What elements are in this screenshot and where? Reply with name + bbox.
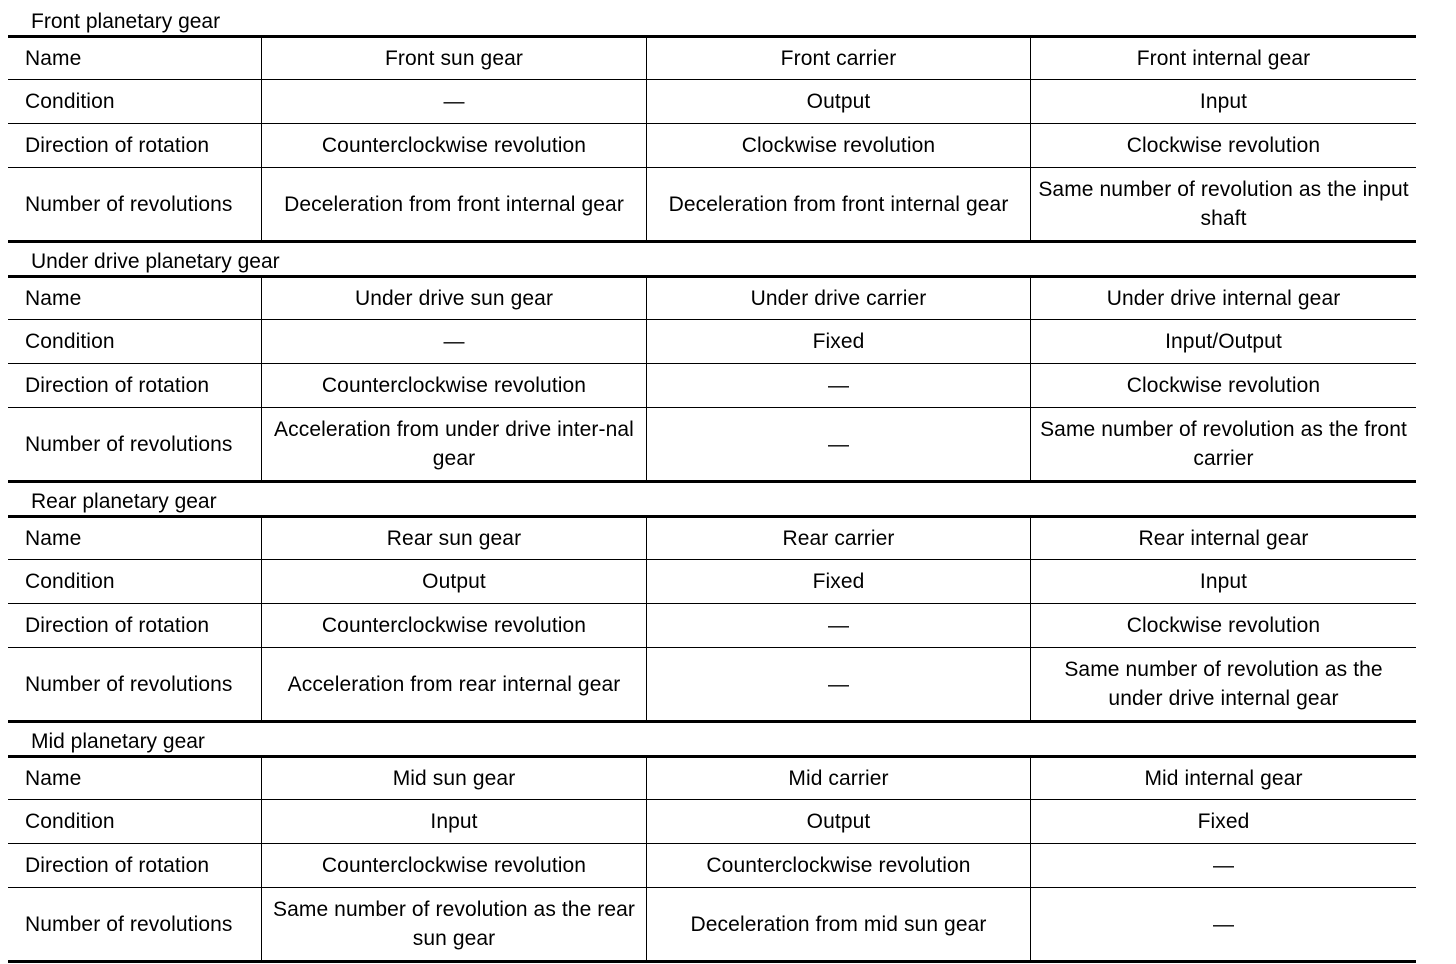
table-cell: Acceleration from rear internal gear	[287, 672, 621, 696]
table-cell: Under drive sun gear	[354, 287, 554, 310]
row-label: Name	[25, 47, 82, 70]
table-cell: Counterclockwise revolution	[321, 854, 587, 877]
row-label: Direction of rotation	[25, 854, 210, 877]
table-cell: —	[443, 330, 465, 353]
row-label: Name	[25, 527, 82, 550]
table-cell: Output	[806, 810, 871, 833]
row-label: Number of revolutions	[25, 912, 233, 936]
table-bottom-rule	[8, 960, 1416, 963]
table-cell: Same number of revolution as the input shaft	[1038, 178, 1409, 230]
table-cell: —	[443, 90, 465, 113]
column-divider	[646, 278, 647, 480]
table-cell: Counterclockwise revolution	[321, 614, 587, 637]
table-cell: —	[827, 374, 850, 397]
table-cell: —	[827, 432, 850, 456]
table-cell: Front carrier	[780, 47, 897, 70]
table-cell: Counterclockwise revolution	[321, 374, 587, 397]
table-bottom-rule	[8, 720, 1416, 723]
section-title: Rear planetary gear	[31, 490, 217, 513]
section-title: Under drive planetary gear	[31, 250, 280, 273]
table-cell: Clockwise revolution	[1126, 614, 1321, 637]
table-cell: Deceleration from front internal gear	[284, 192, 624, 216]
row-label: Number of revolutions	[25, 672, 233, 696]
table-cell: Counterclockwise revolution	[706, 854, 971, 877]
column-divider	[646, 758, 647, 960]
table-cell: Front sun gear	[385, 47, 523, 70]
table-cell: Same number of revolution as the rear sun gear	[272, 898, 636, 950]
table-cell: Output	[806, 90, 871, 113]
column-divider	[261, 518, 262, 720]
table-cell: Under drive internal gear	[1106, 287, 1341, 310]
section-title: Front planetary gear	[31, 10, 221, 33]
table-cell: Mid internal gear	[1144, 767, 1303, 790]
table-cell: Output	[422, 570, 486, 593]
table-cell: Same number of revolution as the under drive internal gear	[1064, 658, 1383, 710]
column-divider	[1030, 38, 1031, 240]
column-divider	[646, 38, 647, 240]
column-divider	[261, 38, 262, 240]
column-divider	[261, 758, 262, 960]
table-cell: Counterclockwise revolution	[321, 134, 587, 157]
row-label: Number of revolutions	[25, 432, 233, 456]
table-cell: Front internal gear	[1136, 47, 1311, 70]
row-label: Condition	[25, 330, 115, 353]
table-cell: —	[1212, 854, 1235, 877]
table-cell: Fixed	[1197, 810, 1250, 833]
row-label: Name	[25, 767, 82, 790]
row-label: Name	[25, 287, 82, 310]
column-divider	[1030, 278, 1031, 480]
row-label: Direction of rotation	[25, 614, 210, 637]
table-cell: Rear internal gear	[1138, 527, 1309, 550]
row-label: Condition	[25, 810, 115, 833]
table-cell: Clockwise revolution	[1126, 374, 1321, 397]
row-label: Direction of rotation	[25, 374, 210, 397]
table-cell: Input/Output	[1165, 330, 1282, 353]
column-divider	[261, 278, 262, 480]
table-cell: Clockwise revolution	[741, 134, 936, 157]
table-cell: —	[1212, 912, 1235, 936]
row-label: Condition	[25, 570, 115, 593]
row-label: Condition	[25, 90, 115, 113]
table-cell: Fixed	[812, 330, 865, 353]
table-cell: Deceleration from mid sun gear	[690, 912, 987, 936]
table-cell: Input	[1199, 570, 1248, 593]
table-cell: Input	[430, 810, 478, 833]
column-divider	[646, 518, 647, 720]
table-cell: Input	[1199, 90, 1248, 113]
table-cell: Acceleration from under drive inter-nal gear	[274, 418, 634, 470]
row-label: Number of revolutions	[25, 192, 233, 216]
table-cell: Rear carrier	[782, 527, 895, 550]
row-label: Direction of rotation	[25, 134, 210, 157]
section-title: Mid planetary gear	[31, 730, 205, 753]
table-cell: Rear sun gear	[386, 527, 522, 550]
table-cell: Fixed	[812, 570, 865, 593]
table-cell: Clockwise revolution	[1126, 134, 1321, 157]
table-bottom-rule	[8, 240, 1416, 243]
table-cell: Mid carrier	[788, 767, 889, 790]
table-bottom-rule	[8, 480, 1416, 483]
table-cell: Same number of revolution as the front carrier	[1040, 418, 1407, 470]
table-cell: —	[827, 672, 850, 696]
table-cell: Mid sun gear	[392, 767, 516, 790]
table-cell: Deceleration from front internal gear	[668, 192, 1009, 216]
table-cell: —	[827, 614, 850, 637]
table-cell: Under drive carrier	[750, 287, 927, 310]
column-divider	[1030, 518, 1031, 720]
column-divider	[1030, 758, 1031, 960]
